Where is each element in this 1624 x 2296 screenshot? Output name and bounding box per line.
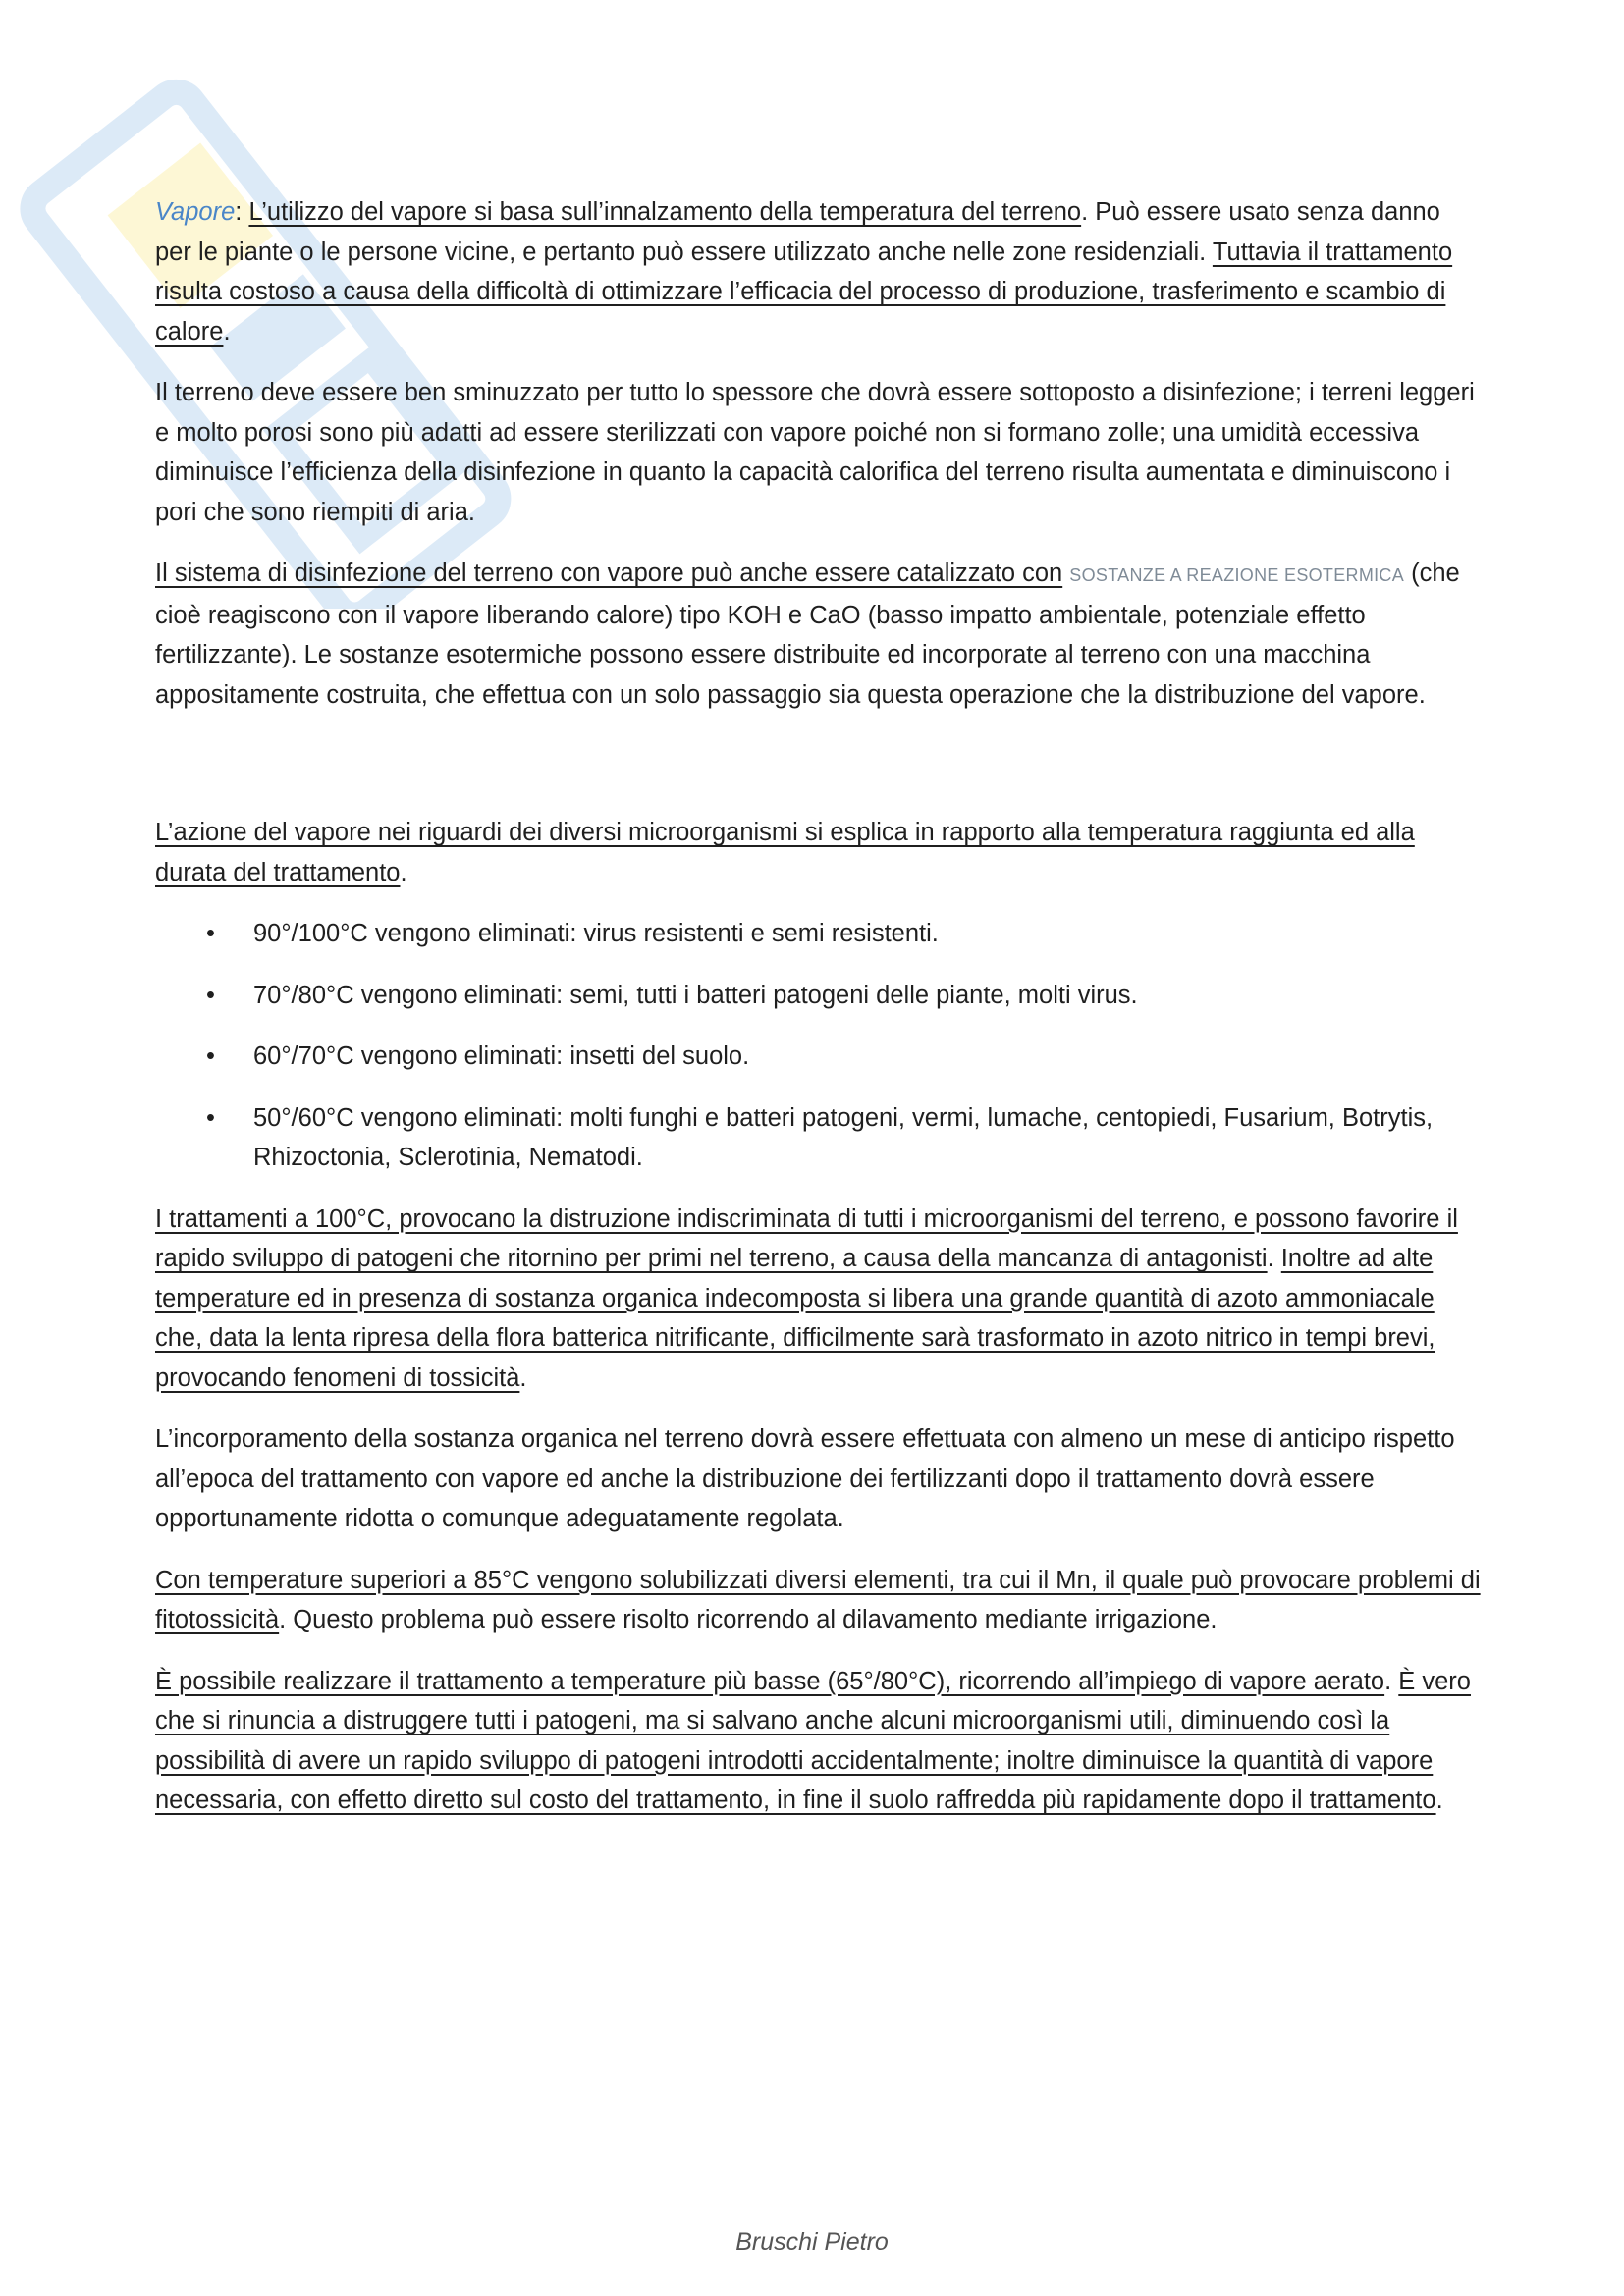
paragraph-azione-vapore: L’azione del vapore nei riguardi dei diversi microorganismi si esplica in rapporto alla temperatura raggiunta ed alla durata del trattamento. — [155, 819, 1415, 886]
underlined-text: È possibile realizzare il trattamento a temperature più basse (65°/80°C), ricorrendo all’impiego di vapore aerato — [155, 1667, 1385, 1695]
list-item: • 70°/80°C vengono eliminati: semi, tutti i batteri patogeni delle piante, molti virus. — [155, 976, 1481, 1016]
underlined-text: Inoltre ad alte temperature ed in presenza di sostanza organica indecomposta si libera una grande quantità di azoto ammoniacale che, data la lenta ripresa della flora batterica nitrificante, difficilmente sarà trasformato in azoto nitrico in tempi brevi, provocando fenomeni di tossicità — [155, 1245, 1435, 1392]
paragraph-vapore: Vapore: L’utilizzo del vapore si basa sull’innalzamento della temperatura del terreno. Può essere usato senza danno per le piante o le persone vicine, e pertanto può essere utilizzato anche nelle zone residenziali. Tuttavia il trattamento risulta costoso a causa della difficoltà di ottimizzare l’efficacia del processo di produzione, trasferimento e scambio di calore. — [155, 198, 1453, 346]
list-item: • 60°/70°C vengono eliminati: insetti del suolo. — [155, 1037, 1481, 1077]
underlined-text: Tuttavia il trattamento risulta costoso a causa della difficoltà di ottimizzare l’efficacia del processo di produzione, trasferimento e scambio di calore — [155, 238, 1453, 346]
paragraph-trattamenti-100: I trattamenti a 100°C, provocano la distruzione indiscriminata di tutti i microorganismi del terreno, e possono favorire il rapido sviluppo di patogeni che ritornino per primi nel terreno, a causa della mancanza di antagonisti. Inoltre ad alte temperature ed in presenza di sostanza organica indecomposta si libera una grande quantità di azoto ammoniacale che, data la lenta ripresa della flora batterica nitrificante, difficilmente sarà trasformato in azoto nitrico in tempi brevi, provocando fenomeni di tossicità. — [155, 1204, 1458, 1392]
paragraph-manganese: Con temperature superiori a 85°C vengono solubilizzati diversi elementi, tra cui il Mn, il quale può provocare problemi di fitotossicità. Questo problema può essere risolto ricorrendo al dilavamento mediante irrigazione. — [155, 1566, 1481, 1633]
list-item: • 90°/100°C vengono eliminati: virus resistenti e semi resistenti. — [155, 914, 1481, 954]
term-vapore: Vapore — [155, 198, 236, 226]
list-item: • 50°/60°C vengono eliminati: molti funghi e batteri patogeni, vermi, lumache, centopiedi, Fusarium, Botrytis, Rhizoctonia, Sclerotinia, Nematodi. — [155, 1098, 1481, 1178]
temperature-list — [155, 914, 1481, 1178]
underlined-text: I trattamenti a 100°C, provocano la distruzione indiscriminata di tutti i microorganismi del terreno, e possono favorire il rapido sviluppo di patogeni che ritornino per primi nel terreno, a causa della mancanza di antagonisti — [155, 1204, 1458, 1272]
bullet-icon: • — [206, 1042, 215, 1070]
document-page — [155, 192, 1481, 1842]
paragraph-incorporamento: L’incorporamento della sostanza organica nel terreno dovrà essere effettuata con almeno un mese di anticipo rispetto all’epoca del trattamento con vapore ed anche la distribuzione dei fertilizzanti dopo il trattamento dovrà essere opportunamente ridotta o comunque adeguatamente regolata. — [155, 1425, 1455, 1532]
bullet-icon: • — [206, 1103, 215, 1132]
underlined-text: L’utilizzo del vapore si basa sull’innalzamento della temperatura del terreno — [248, 198, 1082, 226]
paragraph-terreno: Il terreno deve essere ben sminuzzato per tutto lo spessore che dovrà essere sottoposto a disinfezione; i terreni leggeri e molto porosi sono più adatti ad essere sterilizzati con vapore poiché non si formano zolle; una umidità eccessiva diminuisce l’efficienza della disinfezione in quanto la capacità calorifica del terreno risulta aumentata e diminuiscono i pori che sono riempiti di aria. — [155, 379, 1475, 526]
bullet-icon: • — [206, 920, 215, 947]
underlined-text: Con temperature superiori a 85°C vengono solubilizzati diversi elementi, tra cui il Mn, il quale può provocare problemi di fitotossicità — [155, 1566, 1481, 1633]
smallcaps-term: SOSTANZE A REAZIONE ESOTERMICA — [1069, 565, 1405, 585]
paragraph-sostanze-esotermiche: Il sistema di disinfezione del terreno con vapore può anche essere catalizzato con SOSTANZE A REAZIONE ESOTERMICA (che cioè reagiscono con il vapore liberando calore) tipo KOH e CaO (basso impatto ambientale, potenziale effetto fertilizzante). Le sostanze esotermiche possono essere distribuite ed incorporate al terreno con una macchina appositamente costruita, che effettua con un solo passaggio sia questa operazione che la distribuzione del vapore. — [155, 560, 1460, 709]
underlined-text: L’azione del vapore nei riguardi dei diversi microorganismi si esplica in rapporto alla temperatura raggiunta ed alla durata del trattamento — [155, 819, 1415, 886]
paragraph-vapore-aerato: È possibile realizzare il trattamento a temperature più basse (65°/80°C), ricorrendo all’impiego di vapore aerato. È vero che si rinuncia a distruggere tutti i patogeni, ma si salvano anche alcuni microorganismi utili, diminuendo così la possibilità di avere un rapido sviluppo di patogeni introdotti accidentalmente; inoltre diminuisce la quantità di vapore necessaria, con effetto diretto sul costo del trattamento, in fine il suolo raffredda più rapidamente dopo il trattamento. — [155, 1667, 1471, 1814]
footer-author: Bruschi Pietro — [735, 2228, 889, 2256]
underlined-text: Il sistema di disinfezione del terreno con vapore può anche essere catalizzato con — [155, 560, 1063, 587]
bullet-icon: • — [206, 981, 215, 1009]
underlined-text: È vero che si rinuncia a distruggere tutti i patogeni, ma si salvano anche alcuni microorganismi utili, diminuendo così la possibilità di avere un rapido sviluppo di patogeni introdotti accidentalmente; inoltre diminuisce la quantità di vapore necessaria, con effetto diretto sul costo del trattamento, in fine il suolo raffredda più rapidamente dopo il trattamento — [155, 1667, 1471, 1814]
